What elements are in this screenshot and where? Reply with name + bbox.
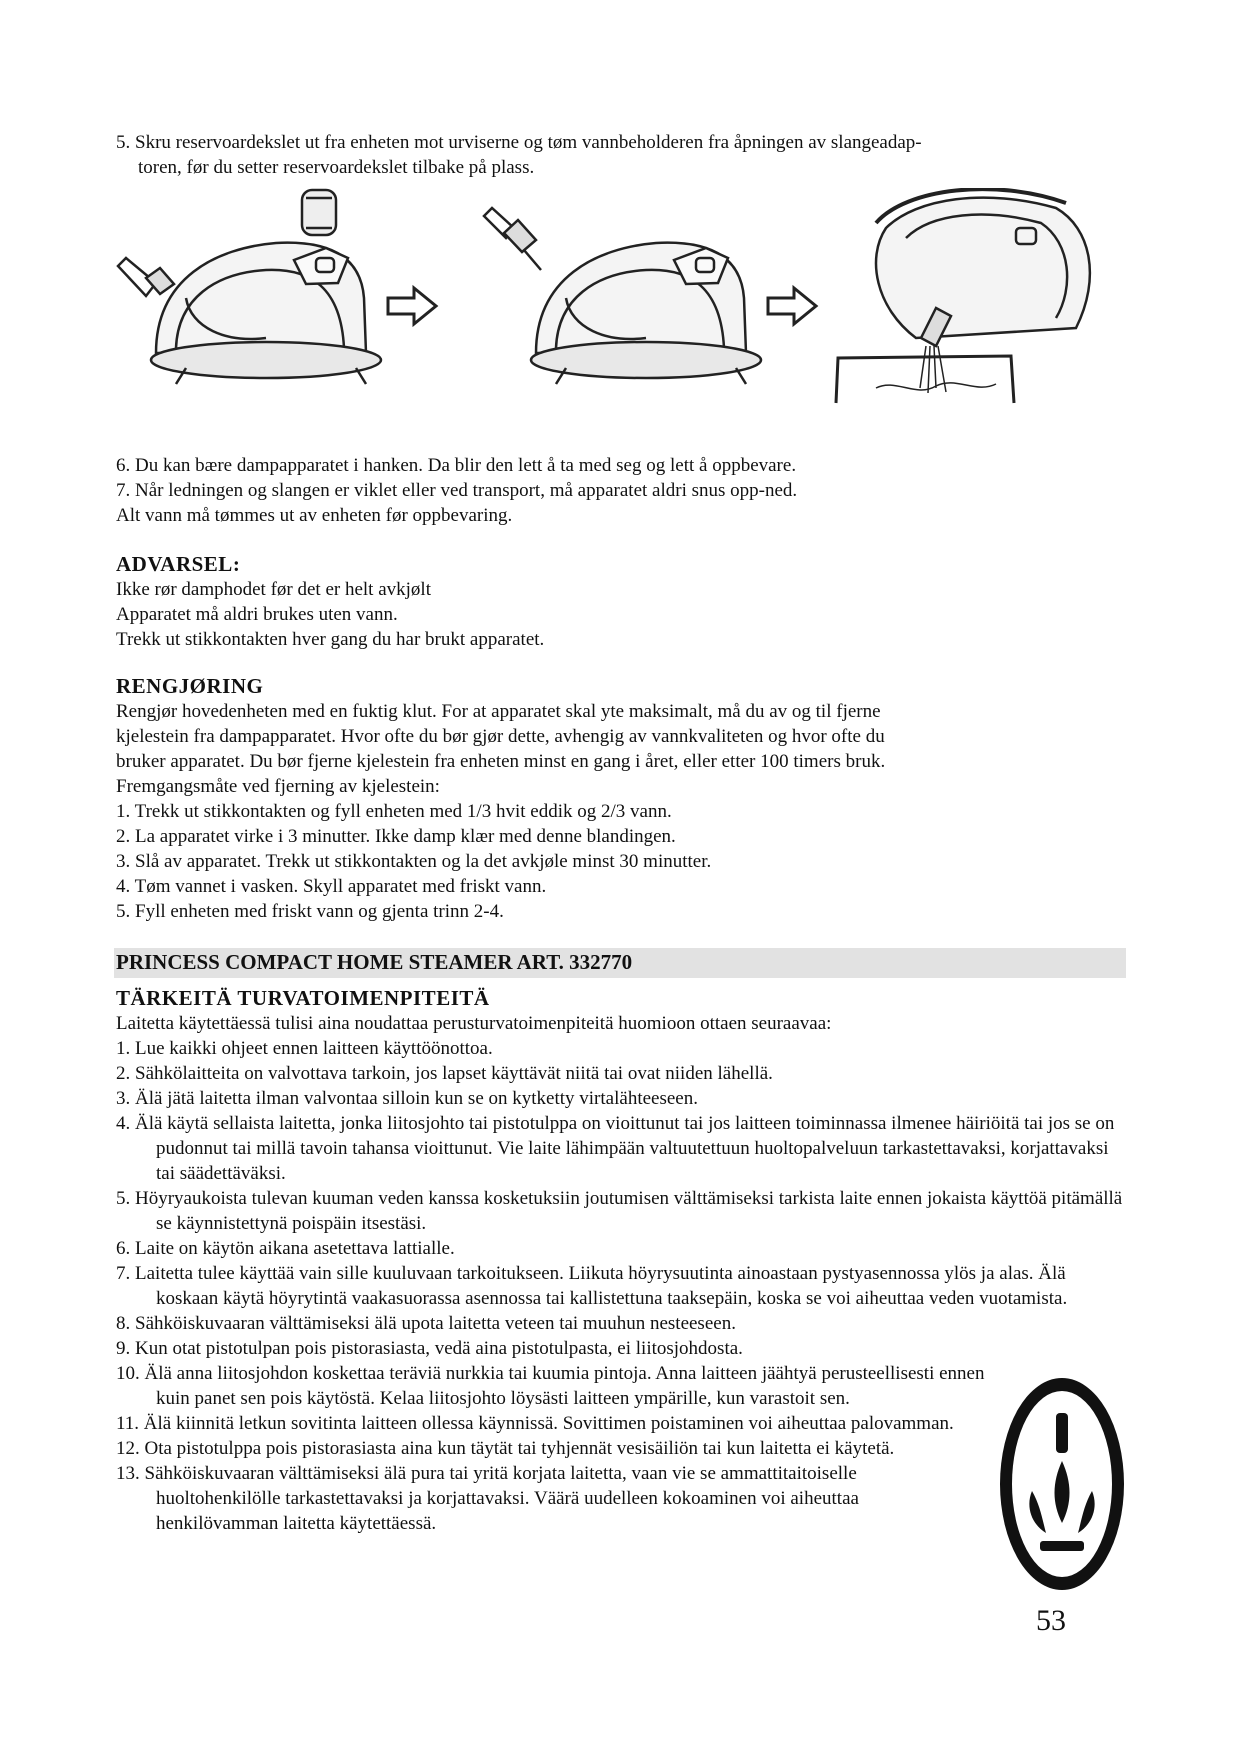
page-number: 53 — [1036, 1604, 1066, 1637]
safety-item: 13. Sähköiskuvaaran välttämiseksi älä pura tai yritä korjata laitetta, vaan vie se ammattitaitoiselle huoltohenkilölle tarkastettavaksi ja korjattavaksi. Väärä uudelleen kokoaminen voi aiheuttaa henkilövamman laitetta käytettäessä. — [116, 1463, 859, 1534]
safety-item: 9. Kun otat pistotulpan pois pistorasiasta, vedä aina pistotulpasta, ei liitosjohdosta. — [116, 1338, 743, 1359]
step-5-block — [116, 130, 1126, 180]
warning-line: Ikke rør damphodet før det er helt avkjølt — [116, 579, 431, 600]
safety-item: 6. Laite on käytön aikana asetettava lattialle. — [116, 1238, 455, 1259]
warning-section — [116, 552, 1126, 652]
safety-intro: Laitetta käytettäessä tulisi aina noudattaa perusturvatoimenpiteitä huomioon ottaen seuraavaa: — [116, 1013, 832, 1034]
steamer-3-tilted-icon — [836, 189, 1090, 403]
arrow-right-icon — [768, 288, 816, 324]
cleaning-section — [116, 674, 1126, 924]
safety-item: 1. Lue kaikki ohjeet ennen laitteen käyttöönottoa. — [116, 1038, 493, 1059]
safety-item: 5. Höyryaukoista tulevan kuuman veden kanssa kosketuksiin joutumisen välttämiseksi tarkista laite ennen jokaista käyttöä pitämällä se käynnistettynä poispäin itsestäsi. — [116, 1188, 1123, 1234]
cleaning-step: 4. Tøm vannet i vasken. Skyll apparatet med friskt vann. — [116, 876, 547, 897]
cleaning-title: RENGJØRING — [116, 674, 264, 698]
cleaning-step: 3. Slå av apparatet. Trekk ut stikkontakten og la det avkjøle minst 30 minutter. — [116, 851, 712, 872]
note-7-cont: Alt vann må tømmes ut av enheten før oppbevaring. — [116, 505, 513, 526]
cleaning-line: Rengjør hovedenheten med en fuktig klut. For at apparatet skal yte maksimalt, må du av og til fjerne — [116, 701, 881, 722]
note-6: 6. Du kan bære dampapparatet i hanken. Da blir den lett å ta med seg og lett å oppbevare. — [116, 455, 797, 476]
safety-title: TÄRKEITÄ TURVATOIMENPITEITÄ — [116, 986, 490, 1010]
safety-item: 4. Älä käytä sellaista laitetta, jonka liitosjohto tai pistotulppa on vioittunut tai jos laitteen toiminnassa ilmenee häiriöitä tai jos se on pudonnut tai millä tavoin tahansa vioittunut. Vie laite lähimpään valtuutettuun huoltopalveluun tarkastettavaksi, korjattavaksi tai säädettäväksi. — [116, 1113, 1115, 1184]
step-5-line-2: toren, før du setter reservoardekslet tilbake på plass. — [138, 157, 535, 178]
step-5-line-1: 5. Skru reservoardekslet ut fra enheten mot urviserne og tøm vannbeholderen fra åpningen av slangeadap- — [116, 132, 922, 153]
cleaning-line: bruker apparatet. Du bør fjerne kjelestein fra enheten minst en gang i året, eller etter 100 timers bruk. — [116, 751, 886, 772]
arrow-right-icon — [388, 288, 436, 324]
safety-item: 2. Sähkölaitteita on valvottava tarkoin, jos lapset käyttävät niitä tai ovat niiden lähellä. — [116, 1063, 773, 1084]
safety-item: 3. Älä jätä laitetta ilman valvontaa silloin kun se on kytketty virtalähteeseen. — [116, 1088, 698, 1109]
safety-item: 12. Ota pistotulppa pois pistorasiasta aina kun täytät tai tyhjennät vesisäiliön tai kun laitetta ei käytetä. — [116, 1438, 895, 1459]
steamer-emptying-illustration — [116, 188, 1116, 448]
cleaning-step: 5. Fyll enheten med friskt vann og gjenta trinn 2-4. — [116, 901, 504, 922]
product-banner — [114, 948, 1126, 978]
cleaning-line: kjelestein fra dampapparatet. Hvor ofte du bør gjør dette, avhengig av vannkvaliteten og hvor ofte du — [116, 726, 885, 747]
safety-item: 8. Sähköiskuvaaran välttämiseksi älä upota laitetta veteen tai muuhun nesteeseen. — [116, 1313, 736, 1334]
safety-item: 7. Laitetta tulee käyttää vain sille kuuluvaan tarkoitukseen. Liikuta höyrysuutinta ainoastaan pystyasennossa ylös ja alas. Älä koskaan käytä höyrytintä vaakasuorassa asennossa tai kallistettuna taaksepäin, koska se voi aiheuttaa veden vuotamista. — [116, 1263, 1068, 1309]
steamer-1-icon — [118, 190, 381, 384]
cleaning-step: 2. La apparatet virke i 3 minutter. Ikke damp klær med denne blandingen. — [116, 826, 676, 847]
cleaning-step: 1. Trekk ut stikkontakten og fyll enheten med 1/3 hvit eddik og 2/3 vann. — [116, 801, 672, 822]
warning-line: Apparatet må aldri brukes uten vann. — [116, 604, 398, 625]
product-banner-text: PRINCESS COMPACT HOME STEAMER ART. 332770 — [116, 950, 633, 974]
note-7: 7. Når ledningen og slangen er viklet eller ved transport, må apparatet aldri snus opp-ned. — [116, 480, 798, 501]
safety-item: 11. Älä kiinnitä letkun sovitinta laitteen ollessa käynnissä. Sovittimen poistaminen voi aiheuttaa palovamman. — [116, 1413, 954, 1434]
warning-title: ADVARSEL: — [116, 552, 241, 576]
safety-item: 10. Älä anna liitosjohdon koskettaa teräviä nurkkia tai kuumia pintoja. Anna laitteen jäähtyä perusteellisesti ennen kuin panet sen pois käytöstä. Kelaa liitosjohto löysästi laitteen ympärille, kun varastoit sen. — [116, 1363, 985, 1409]
warning-line: Trekk ut stikkontakten hver gang du har brukt apparatet. — [116, 629, 545, 650]
safety-items-narrow — [116, 1361, 986, 1536]
hot-steam-warning-icon — [996, 1373, 1128, 1595]
safety-section — [116, 986, 1126, 1536]
steamer-2-icon — [484, 208, 761, 384]
cleaning-line: Fremgangsmåte ved fjerning av kjelestein: — [116, 776, 440, 797]
storage-notes — [116, 453, 1126, 528]
